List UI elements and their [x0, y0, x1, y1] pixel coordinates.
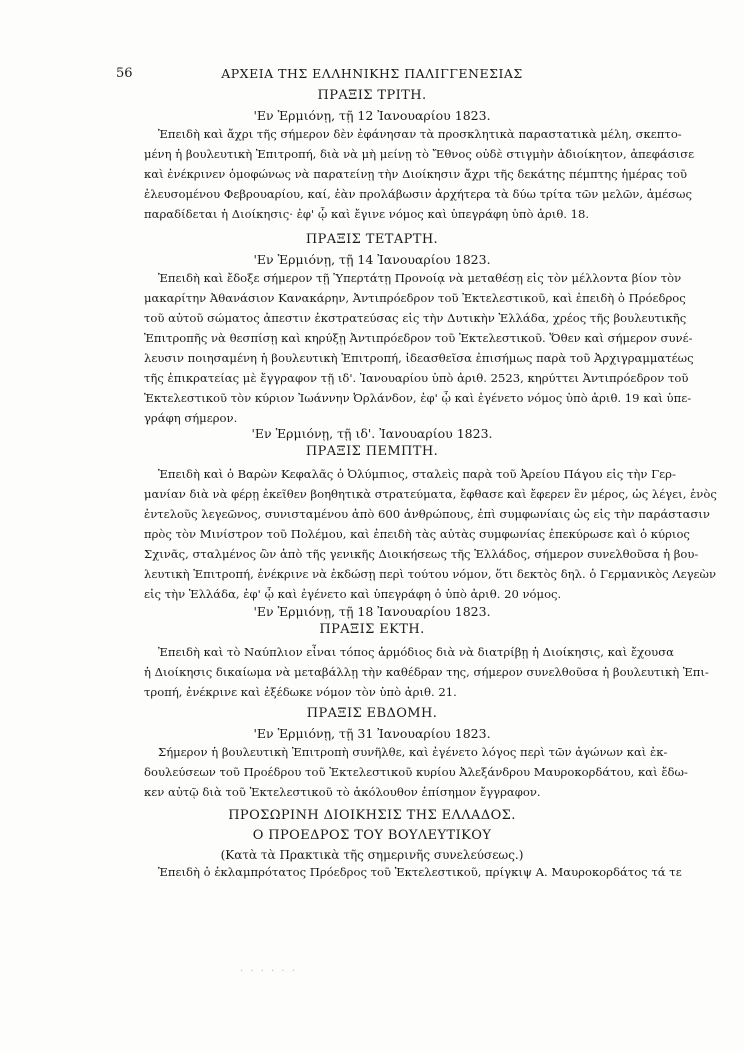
text-line: μανίαν διὰ νὰ φέρῃ ἐκεῖθεν βοηθητικὰ στρατεύματα, ἔφθασε καὶ ἔφερεν ἓν μέρος, ὡς λέγει, ἑνὸς	[144, 487, 717, 501]
text-line: κεν αὐτῷ διὰ τοῦ Ἐκτελεστικοῦ τὸ ἀκόλουθον ἐπίσημον ἔγγραφον.	[144, 785, 541, 799]
section-date: 'Εν Ἑρμιόνῃ, τῇ 12 Ἰανουαρίου 1823.	[253, 108, 491, 123]
paragraph	[144, 124, 695, 224]
paragraph	[144, 642, 709, 702]
text-line: δουλεύσεων τοῦ Προέδρου τοῦ Ἐκτελεστικοῦ κυρίου Ἀλεξάνδρου Μαυροκορδάτου, καὶ ἔδω-	[144, 765, 688, 779]
text-line: Ἐπειδὴ ὁ ἐκλαμπρότατος Πρόεδρος τοῦ Ἐκτελεστικοῦ, πρίγκιψ Α. Μαυροκορδάτος τά τε	[158, 865, 682, 879]
text-line: πρὸς τὸν Μινίστρον τοῦ Πολέμου, καὶ ἐπειδὴ τὰς αὐτὰς συμφωνίας ἐπεκύρωσε καὶ ὁ κύριος	[144, 527, 690, 541]
running-head: ΑΡΧΕΙΑ ΤΗΣ ΕΛΛΗΝΙΚΗΣ ΠΑΛΙΓΓΕΝΕΣΙΑΣ	[221, 66, 523, 81]
section-heading: ΠΡΑΞΙΣ ΕΚΤΗ.	[319, 622, 425, 637]
paragraph	[144, 862, 682, 882]
text-line: ἐντελοῦς λεγεῶνος, συνισταμένου ἀπὸ 600 ἀνθρώπους, ἐπὶ συμφωνίαις ὡς εἰς τὴν παράστασιν	[144, 507, 710, 521]
scan-artifact: · · · · · ·	[240, 966, 297, 977]
section-date: 'Εν Ἑρμιόνῃ, τῇ 18 Ἰανουαρίου 1823.	[253, 604, 491, 619]
text-line: μακαρίτην Ἀθανάσιον Κανακάρην, Ἀντιπρόεδρον τοῦ Ἐκτελεστικοῦ, καὶ ἐπειδὴ ὁ Πρόεδρος	[144, 291, 686, 305]
text-line: Σχινᾶς, σταλμένος ὢν ἀπὸ τῆς γενικῆς Διοικήσεως τῆς Ἑλλάδος, σήμερον συνελθοῦσα ἡ βου-	[144, 547, 699, 561]
section-subheading: (Κατὰ τὰ Πρακτικὰ τῆς σημερινῆς συνελεύσεως.)	[220, 848, 524, 862]
text-line: τοῦ αὐτοῦ σώματος ἀπεστιν ἐκστρατεύσας εἰς τὴν Δυτικὴν Ἑλλάδα, χρέος τῆς βουλευτικῆς	[144, 311, 687, 325]
page-number: 56	[116, 66, 133, 81]
text-line: Ἐπειδὴ καὶ ἔδοξε σήμερον τῇ Ὑπερτάτῃ Προνοίᾳ νὰ μεταθέσῃ εἰς τὸν μέλλοντα βίον τὸν	[158, 271, 682, 285]
section-date: 'Εν Ἑρμιόνῃ, τῇ 14 Ἰανουαρίου 1823.	[253, 252, 491, 267]
text-line: ἐλευσομένου Φεβρουαρίου, καί, ἐὰν προλάβωσιν ἀρχήτερα τὰ δύω τρίτα τῶν μελῶν, ἀμέσως	[144, 187, 692, 201]
text-line: τροπή, ἐνέκρινε καὶ ἐξέδωκε νόμον τὸν ὑπὸ ἀριθ. 21.	[144, 685, 457, 699]
text-line: Ἐπειδὴ καὶ ὁ Βαρὼν Κεφαλᾶς ὁ Ὀλύμπιος, σταλεὶς παρὰ τοῦ Ἀρείου Πάγου εἰς τὴν Γερ-	[158, 467, 676, 481]
section-heading: ΠΡΑΞΙΣ ΕΒΔΟΜΗ.	[306, 706, 438, 721]
text-line: Σήμερον ἡ βουλευτικὴ Ἐπιτροπὴ συνῆλθε, καὶ ἐγένετο λόγος περὶ τῶν ἀγώνων καὶ ἐκ-	[158, 745, 668, 759]
section-date: 'Εν Ἑρμιόνῃ, τῇ 31 Ἰανουαρίου 1823.	[253, 726, 491, 741]
section-heading: ΠΡΑΞΙΣ ΠΕΜΠΤΗ.	[305, 444, 439, 459]
section-heading: ΠΡΟΣΩΡΙΝΗ ΔΙΟΙΚΗΣΙΣ ΤΗΣ ΕΛΛΑΔΟΣ.	[228, 808, 516, 823]
text-line: παραδίδεται ἡ Διοίκησις· ἐφ' ᾧ καὶ ἔγινε νόμος καὶ ὑπεγράφη ὑπὸ ἀριθ. 18.	[144, 207, 590, 221]
text-line: τῆς ἐπικρατείας μὲ ἔγγραφον τῇ ιδ'. Ἰανουαρίου ὑπὸ ἀριθ. 2523, κηρύττει Ἀντιπρόεδρον τοῦ	[144, 371, 689, 385]
text-line: ἡ Διοίκησις δικαίωμα νὰ μεταβάλλῃ τὴν καθέδραν της, σήμερον συνελθοῦσα ἡ βουλευτικὴ Ἐπι-	[144, 665, 709, 679]
text-line: μένη ἡ βουλευτικὴ Ἐπιτροπή, διὰ νὰ μὴ μείνῃ τὸ Ἔθνος οὐδὲ στιγμὴν ἀδιοίκητον, ἀπεφάσισε	[144, 147, 695, 161]
paragraph	[144, 742, 688, 802]
paragraph	[144, 268, 694, 428]
section-date: 'Εν Ἑρμιόνῃ, τῇ ιδ'. Ἰανουαρίου 1823.	[251, 426, 493, 441]
text-line: Ἐπειδὴ καὶ τὸ Ναύπλιον εἶναι τόπος ἁρμόδιος διὰ νὰ διατρίβῃ ἡ Διοίκησις, καὶ ἔχουσα	[158, 645, 674, 659]
text-line: λευτικὴ Ἐπιτροπή, ἐνέκρινε νὰ ἐκδώσῃ περὶ τούτου νόμον, ὅτι δεκτὸς δηλ. ὁ Γερμανικὸς Λεγεὼν	[144, 567, 717, 581]
text-line: εἰς τὴν Ἑλλάδα, ἐφ' ᾧ καὶ ἐγένετο καὶ ὑπεγράφη ὁ ὑπὸ ἀριθ. 20 νόμος.	[144, 587, 562, 601]
section-heading: ΠΡΑΞΙΣ ΤΡΙΤΗ.	[317, 88, 427, 103]
section-heading: ΠΡΑΞΙΣ ΤΕΤΑΡΤΗ.	[305, 232, 439, 247]
text-line: γράφη σήμερον.	[144, 411, 238, 425]
text-line: Ἐπιτροπῆς νὰ θεσπίσῃ καὶ κηρύξῃ Ἀντιπρόεδρον τοῦ Ἐκτελεστικοῦ. Ὅθεν καὶ σήμερον συνέ-	[144, 331, 693, 345]
text-line: Ἐπειδὴ καὶ ἄχρι τῆς σήμερον δὲν ἐφάνησαν τὰ προσκλητικὰ παραστατικὰ μέλη, σκεπτο-	[158, 127, 682, 141]
paragraph	[144, 464, 717, 604]
text-line: λευσιν ποιησαμένη ἡ βουλευτικὴ Ἐπιτροπή, ἰδεασθεῖσα ἐπισήμως παρὰ τοῦ Ἀρχιγραμματέως	[144, 351, 694, 365]
text-line: καὶ ἐνέκρινεν ὁμοφώνως νὰ παρατείνῃ τὴν Διοίκησιν ἄχρι τῆς δεκάτης πέμπτης ἡμέρας τοῦ	[144, 167, 688, 181]
text-line: Ἐκτελεστικοῦ τὸν κύριον Ἰωάννην Ὀρλάνδον, ἐφ' ᾧ καὶ ἐγένετο νόμος ὑπὸ ἀριθ. 19 καὶ ὑπε-	[144, 391, 692, 405]
section-heading: Ο ΠΡΟΕΔΡΟΣ ΤΟΥ ΒΟΥΛΕΥΤΙΚΟΥ	[252, 828, 492, 843]
